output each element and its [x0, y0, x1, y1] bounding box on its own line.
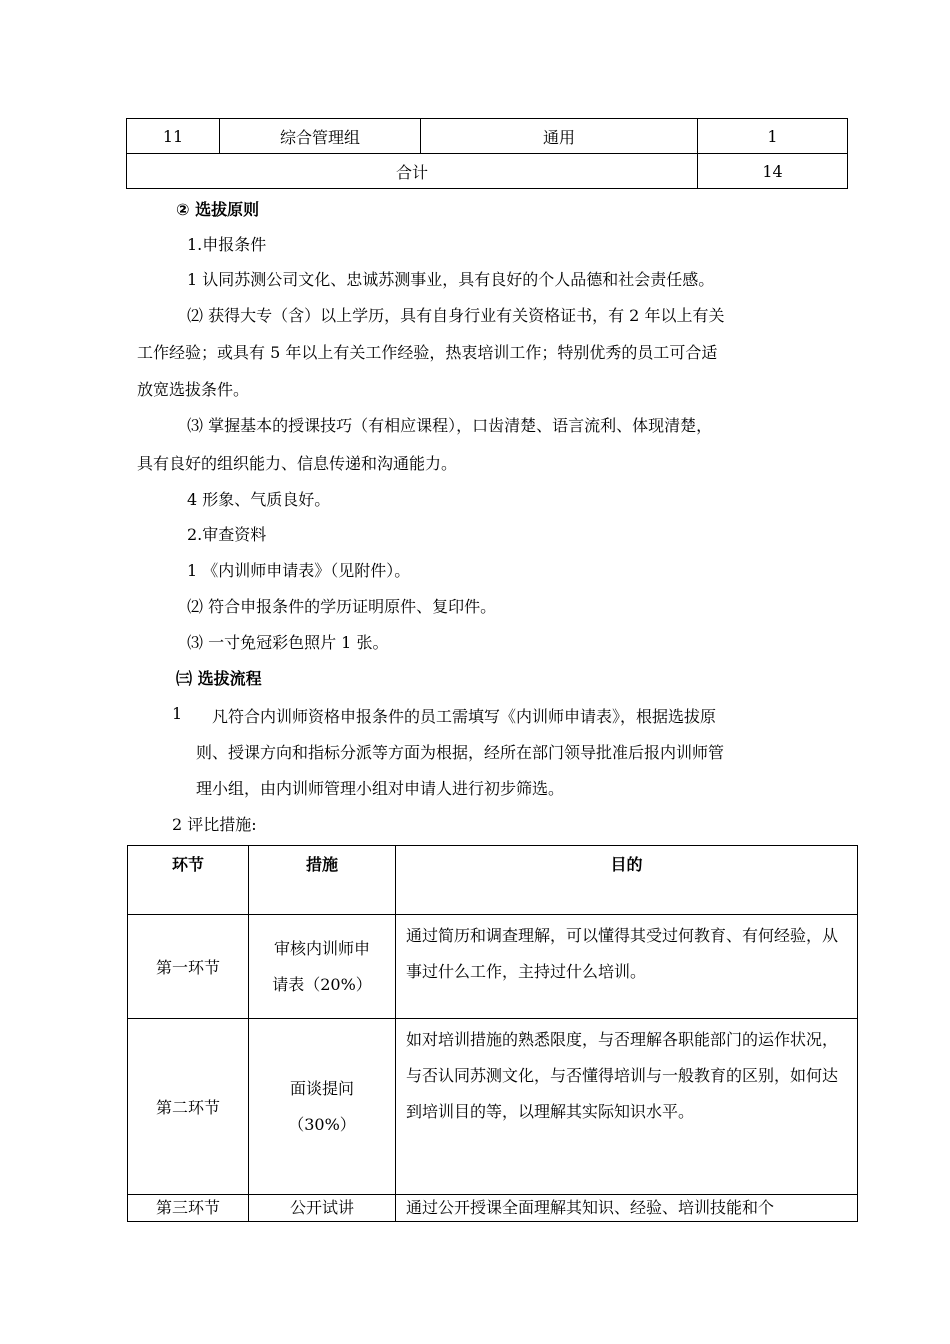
condition-2-line2: 工作经验；或具有 5 年以上有关工作经验，热衷培训工作；特别优秀的员工可合适 — [137, 343, 718, 362]
condition-3-line1: ⑶ 掌握基本的授课技巧（有相应课程），口齿清楚、语言流利、体现清楚， — [187, 416, 713, 435]
step-1-line1: 凡符合内训师资格申报条件的员工需填写《内训师申请表》，根据选拔原 — [212, 707, 717, 726]
condition-3-line2: 具有良好的组织能力、信息传递和沟通能力。 — [137, 454, 458, 473]
document-2: ⑵ 符合申报条件的学历证明原件、复印件。 — [187, 597, 497, 616]
header-purpose: 目的 — [396, 846, 858, 915]
trainer-count: 1 — [698, 119, 848, 154]
condition-2-line1: ⑵ 获得大专（含）以上学历，具有自身行业有关资格证书，有 2 年以上有关 — [187, 306, 725, 325]
table-row — [128, 1019, 858, 1195]
method-cell — [249, 1019, 396, 1195]
method-cell — [249, 915, 396, 1019]
step-1-number: 1 — [172, 704, 183, 723]
method-line: （30%） — [288, 1114, 356, 1134]
process-heading: ㈢ 选拔流程 — [176, 669, 262, 688]
step-1-line3: 理小组，由内训师管理小组对申请人进行初步筛选。 — [196, 779, 565, 798]
group-name: 综合管理组 — [220, 119, 421, 154]
stage-cell: 第三环节 — [128, 1195, 249, 1222]
method-line: 面谈提问 — [289, 1078, 354, 1098]
method-line: 请表（20%） — [272, 974, 372, 994]
table-row — [128, 915, 858, 1019]
header-stage: 环节 — [128, 846, 249, 915]
condition-4: 4 形象、气质良好。 — [187, 490, 331, 509]
purpose-cell: 通过公开授课全面理解其知识、经验、培训技能和个 — [396, 1195, 858, 1222]
document-3: ⑶ 一寸免冠彩色照片 1 张。 — [187, 633, 389, 652]
document-1: 1 《内训师申请表》（见附件）。 — [187, 561, 411, 580]
table-row — [128, 1195, 858, 1222]
row-number: 11 — [127, 119, 220, 154]
stage-cell: 第二环节 — [128, 1019, 249, 1195]
step-1-line2: 则、授课方向和指标分派等方面为根据，经所在部门领导批准后报内训师管 — [196, 743, 725, 762]
total-label: 合计 — [127, 154, 698, 189]
table-row — [127, 119, 848, 154]
summary-table — [126, 118, 848, 189]
header-method: 措施 — [249, 846, 396, 915]
method-cell: 公开试讲 — [249, 1195, 396, 1222]
step-2: 2 评比措施: — [172, 815, 257, 834]
course-type: 通用 — [421, 119, 698, 154]
header-row — [128, 846, 858, 915]
purpose-cell: 通过简历和调查理解，可以懂得其受过何教育、有何经验，从事过什么工作，主持过什么培训。 — [396, 915, 858, 1019]
purpose-cell: 如对培训措施的熟悉限度，与否理解各职能部门的运作状况，与否认同苏测文化，与否懂得培训与一般教育的区别，如何达到培训目的等，以理解其实际知识水平。 — [396, 1019, 858, 1195]
method-line: 审核内训师申 — [273, 938, 370, 958]
evaluation-table — [127, 845, 858, 1222]
subheading-conditions: 1.申报条件 — [187, 235, 267, 254]
principles-heading: ② 选拔原则 — [176, 200, 260, 219]
total-row — [127, 154, 848, 189]
subheading-documents: 2.审查资料 — [187, 525, 267, 544]
condition-2-line3: 放宽选拔条件。 — [137, 380, 250, 399]
stage-cell: 第一环节 — [128, 915, 249, 1019]
total-count: 14 — [698, 154, 848, 189]
condition-1: 1 认同苏测公司文化、忠诚苏测事业，具有良好的个人品德和社会责任感。 — [187, 270, 715, 289]
